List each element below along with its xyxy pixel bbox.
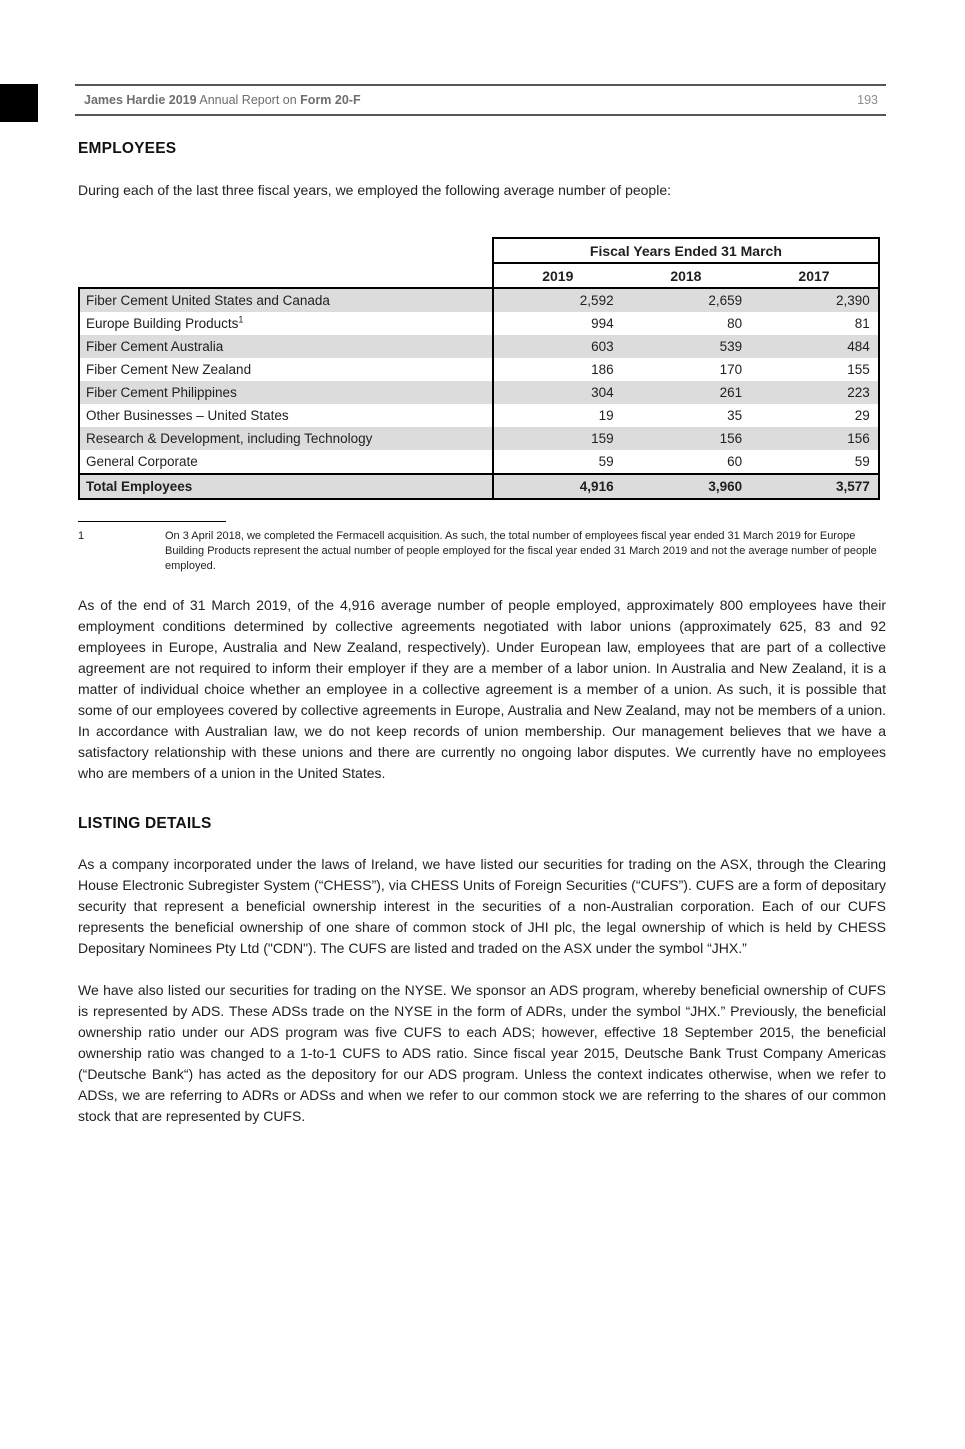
row-value: 59 <box>750 450 879 474</box>
table-row <box>79 404 879 427</box>
row-value: 484 <box>750 335 879 358</box>
row-label-text: General Corporate <box>86 454 198 469</box>
table-header-spacer <box>79 238 493 263</box>
header-title <box>84 92 361 108</box>
row-value: 994 <box>591 316 614 331</box>
row-value: 170 <box>719 362 743 377</box>
row-label <box>79 404 493 427</box>
row-label <box>79 288 493 312</box>
row-label <box>79 335 493 358</box>
row-value: 156 <box>750 427 879 450</box>
listing-details-heading: LISTING DETAILS <box>78 815 212 832</box>
table-row <box>79 427 879 450</box>
table-row <box>79 335 879 358</box>
footnote-ref-1: 1 <box>238 314 244 325</box>
header-rule-bottom <box>75 114 886 116</box>
employees-paragraph: As of the end of 31 March 2019, of the 4,916 average number of people employed, approximately 800 employees have their employment conditions determined by collective agreements negotiated with labor unions (approximately 625, 83 and 92 employees in Europe, Australia and New Zealand, respectively). Under European law, employees that are part of a collective agreement are not required to inform their employer if they are a member of a labor union. In Australia and New Zealand, it is a matter of individual choice whether an employee in a collective agreement is a member of a union. As such, it is possible that some of our employees covered by collective agreements in Europe, Australia and New Zealand, may not be members of a union. In accordance with Australian law, we do not keep records of union membership. Our management believes that we have a satisfactory relationship with these unions and there are currently no ongoing labor disputes. We currently have no employees who are members of a union in the United States. <box>78 597 886 781</box>
header-middle: Annual Report on <box>199 93 297 107</box>
row-value: 2,659 <box>622 288 751 312</box>
listing-paragraph-2: We have also listed our securities for trading on the NYSE. We sponsor an ADS program, whereby beneficial ownership of CUFS is represented by ADS. These ADSs trade on the NYSE in the form of ADRs, under the symbol “JHX.” Previously, the beneficial ownership ratio under our ADS program was five CUFS to each ADS; however, effective 18 September 2015, the beneficial ownership ratio was changed to a 1-to-1 CUFS to ADS ratio. Since fiscal year 2015, Deutsche Bank Trust Company Americas (“Deutsche Bank“) has acted as the depository for our ADS program. Unless the context indicates otherwise, when we refer to ADSs, we are referring to ADRs or ADSs and when we refer to our common stock we are referring to the shares of our common stock that are represented by CUFS. <box>78 982 886 1124</box>
total-value: 3,960 <box>622 474 751 499</box>
table-header-spacer <box>79 263 493 288</box>
row-label-text: Fiber Cement New Zealand <box>86 362 252 377</box>
running-header <box>75 84 886 116</box>
row-label-text: Research & Development, including Technology <box>86 431 373 446</box>
row-value: 539 <box>622 335 751 358</box>
employees-intro: During each of the last three fiscal years, we employed the following average number of people: <box>78 182 672 198</box>
table-row <box>79 358 879 381</box>
table-row <box>79 312 879 335</box>
row-value: 159 <box>493 427 622 450</box>
row-value: 2,592 <box>493 288 622 312</box>
footnote <box>78 529 886 574</box>
table-header-title: Fiscal Years Ended 31 March <box>493 238 879 263</box>
row-value: 603 <box>493 335 622 358</box>
row-label-text: Other Businesses – United States <box>86 408 289 423</box>
row-value: 59 <box>598 454 614 469</box>
row-value: 60 <box>727 454 743 469</box>
total-value: 4,916 <box>493 474 622 499</box>
row-value: 304 <box>493 381 622 404</box>
employees-heading: EMPLOYEES <box>78 140 177 157</box>
row-value: 156 <box>622 427 751 450</box>
row-label <box>79 427 493 450</box>
table-header-row-title <box>79 238 879 263</box>
table-header-row-years <box>79 263 879 288</box>
row-value: 155 <box>750 358 879 381</box>
row-value: 81 <box>750 312 879 335</box>
row-label <box>79 312 493 335</box>
footnote-divider <box>78 521 226 522</box>
table-header-year: 2018 <box>622 263 751 288</box>
page-number: 193 <box>857 93 878 107</box>
row-label <box>79 450 493 474</box>
row-value: 80 <box>727 316 743 331</box>
table-row <box>79 381 879 404</box>
row-value: 223 <box>750 381 879 404</box>
row-label <box>79 381 493 404</box>
employees-table <box>78 237 880 500</box>
row-value: 2,390 <box>750 288 879 312</box>
header-form: Form 20-F <box>300 93 361 107</box>
table-row <box>79 288 879 312</box>
page-body <box>78 140 886 1127</box>
table-header-year: 2017 <box>750 263 879 288</box>
row-label-text: Europe Building Products <box>86 316 239 331</box>
total-value: 3,577 <box>750 474 879 499</box>
listing-paragraph-1: As a company incorporated under the laws of Ireland, we have listed our securities for trading on the ASX, through the Clearing House Electronic Subregister System (“CHESS”), via CHESS Units of Foreign Securities (“CUFS”). CUFS are a form of depositary security that represent a beneficial ownership interest in the securities of a non-Australian corporation. Each of our CUFS represents the beneficial ownership of one share of common stock of JHI plc, the legal ownership of which is held by CHESS Depositary Nominees Pty Ltd ("CDN"). The CUFS are listed and traded on the ASX under the symbol “JHX.” <box>78 856 886 956</box>
table-header-year: 2019 <box>493 263 622 288</box>
row-label-text: Fiber Cement Australia <box>86 339 224 354</box>
page-corner-mark <box>0 84 38 122</box>
row-label-text: Fiber Cement Philippines <box>86 385 237 400</box>
footnote-number: 1 <box>78 530 85 542</box>
row-value: 29 <box>750 404 879 427</box>
table-row <box>79 450 879 474</box>
row-value: 35 <box>727 408 743 423</box>
footnote-text: On 3 April 2018, we completed the Fermacell acquisition. As such, the total number of employees fiscal year ended 31 March 2019 for Europe Building Products represent the actual number of people employed for the fiscal year ended 31 March 2019 and not the average number of people employed. <box>165 530 877 572</box>
table-total-row <box>79 474 879 499</box>
row-value: 261 <box>622 381 751 404</box>
header-brand: James Hardie 2019 <box>84 93 197 107</box>
row-value: 186 <box>591 362 614 377</box>
row-value: 19 <box>598 408 614 423</box>
row-label <box>79 358 493 381</box>
row-label-text: Fiber Cement United States and Canada <box>86 293 330 308</box>
total-label: Total Employees <box>79 474 493 499</box>
